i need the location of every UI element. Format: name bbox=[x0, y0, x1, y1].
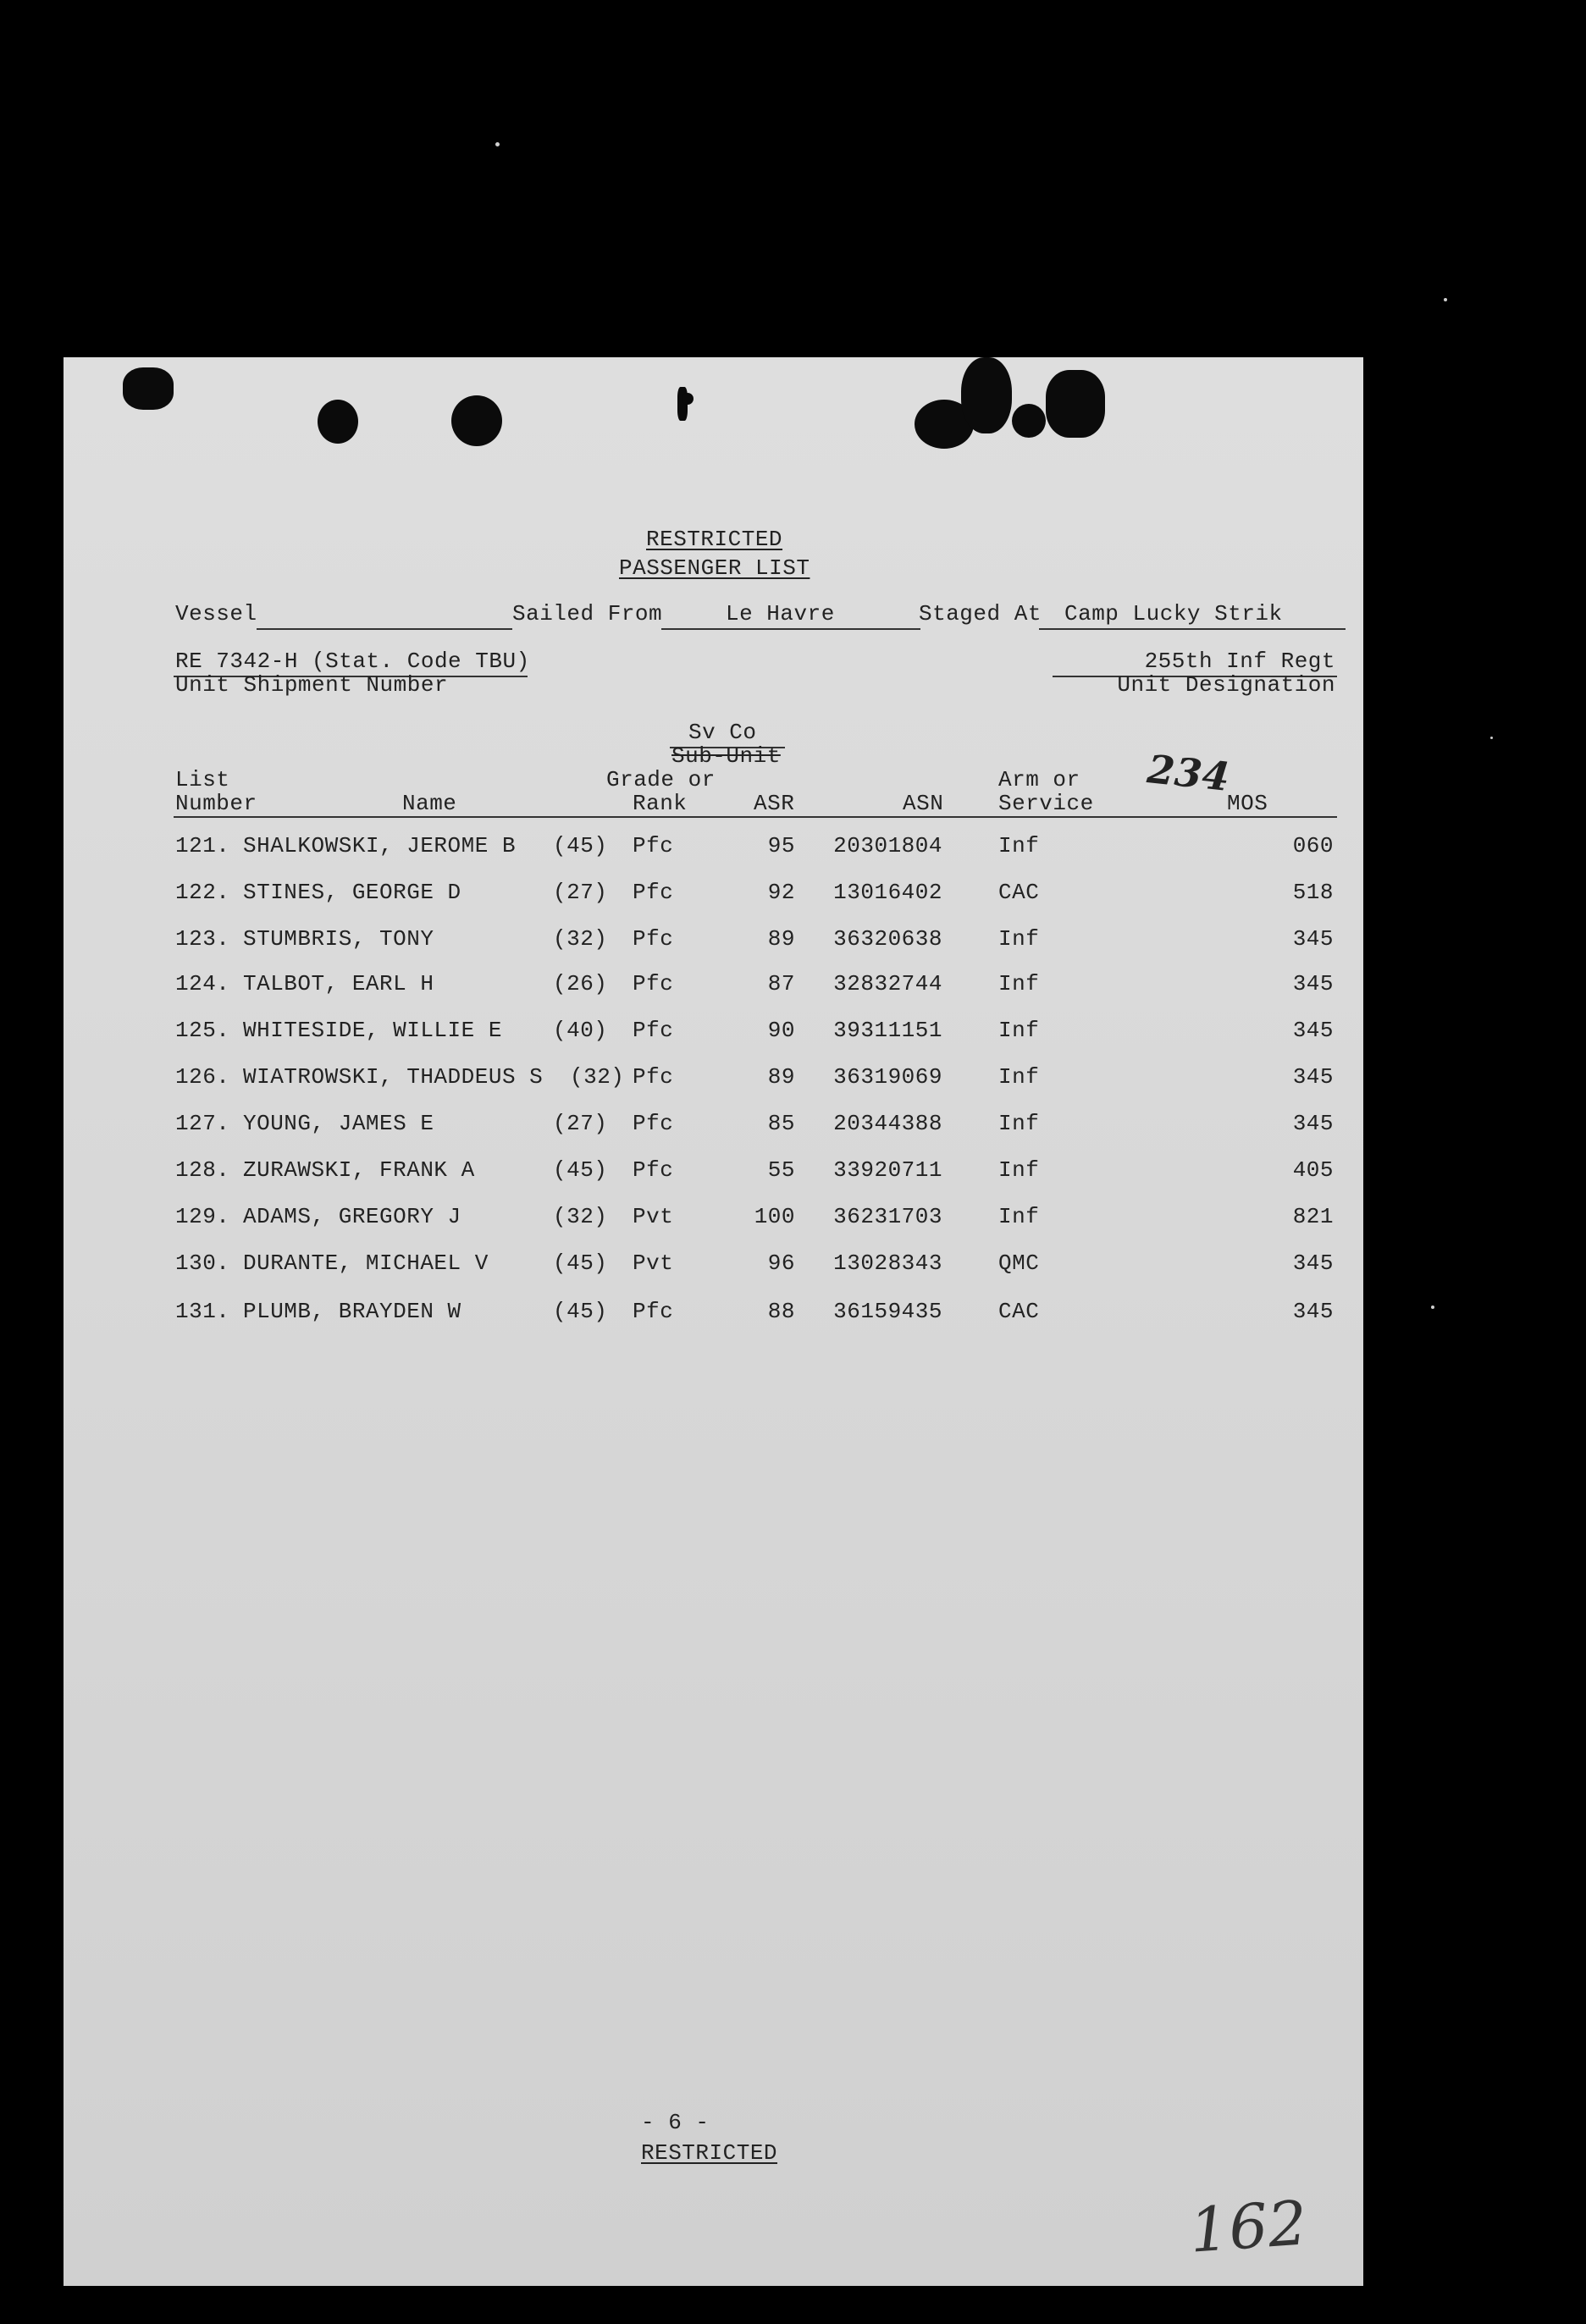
age: (45) bbox=[553, 1299, 608, 1324]
table-row bbox=[64, 1299, 1363, 1333]
rank: Pfc bbox=[633, 971, 674, 996]
vessel-label: Vessel bbox=[175, 601, 257, 627]
rank: Pfc bbox=[633, 1018, 674, 1043]
asn: 36231703 bbox=[833, 1204, 942, 1229]
table-row bbox=[64, 1111, 1363, 1145]
passenger-name: STUMBRIS, TONY bbox=[243, 926, 434, 952]
col-list-number-bottom: Number bbox=[175, 791, 257, 816]
rank: Pfc bbox=[633, 926, 674, 952]
col-grade-top: Grade or bbox=[606, 767, 716, 792]
passenger-name: PLUMB, BRAYDEN W bbox=[243, 1299, 461, 1324]
title-restricted: RESTRICTED bbox=[646, 527, 783, 552]
sub-unit-label: Sub-Unit bbox=[671, 743, 781, 769]
asn: 13028343 bbox=[833, 1250, 942, 1276]
footer-restricted: RESTRICTED bbox=[641, 2140, 778, 2166]
list-number: 121. bbox=[175, 833, 230, 858]
col-mos: MOS bbox=[1227, 791, 1268, 816]
list-number: 123. bbox=[175, 926, 230, 952]
age: (32) bbox=[553, 1204, 608, 1229]
sailed-from-value: Le Havre bbox=[726, 601, 835, 627]
mos: 345 bbox=[1292, 1250, 1334, 1276]
age: (45) bbox=[553, 1250, 608, 1276]
unit-designation-value: 255th Inf Regt bbox=[1144, 649, 1335, 674]
rank: Pfc bbox=[633, 880, 674, 905]
staged-at-label: Staged At bbox=[919, 601, 1042, 627]
col-arm-top: Arm or bbox=[998, 767, 1080, 792]
col-asn: ASN bbox=[903, 791, 944, 816]
title-passenger-list: PASSENGER LIST bbox=[619, 555, 810, 581]
arm-service: Inf bbox=[998, 971, 1040, 996]
film-speck bbox=[1431, 1306, 1434, 1309]
mos: 345 bbox=[1292, 971, 1334, 996]
passenger-name: YOUNG, JAMES E bbox=[243, 1111, 434, 1136]
sub-unit-value: Sv Co bbox=[688, 720, 757, 745]
mos: 060 bbox=[1292, 833, 1334, 858]
passenger-name: STINES, GEORGE D bbox=[243, 880, 461, 905]
table-row bbox=[64, 833, 1363, 867]
list-number: 130. bbox=[175, 1250, 230, 1276]
age: (45) bbox=[553, 833, 608, 858]
asn: 36319069 bbox=[833, 1064, 942, 1090]
list-number: 122. bbox=[175, 880, 230, 905]
table-row bbox=[64, 1250, 1363, 1284]
table-row bbox=[64, 926, 1363, 960]
table-row bbox=[64, 880, 1363, 914]
list-number: 128. bbox=[175, 1157, 230, 1183]
film-speck bbox=[1444, 298, 1447, 301]
arm-service: Inf bbox=[998, 1111, 1040, 1136]
table-row bbox=[64, 971, 1363, 1005]
unit-shipment-number-value: RE 7342-H (Stat. Code TBU) bbox=[175, 649, 530, 674]
passenger-name: DURANTE, MICHAEL V bbox=[243, 1250, 489, 1276]
table-row bbox=[64, 1064, 1363, 1098]
handwritten-number-234: 234 bbox=[1145, 746, 1233, 800]
table-row bbox=[64, 1018, 1363, 1052]
asr: 55 bbox=[767, 1157, 795, 1183]
asr: 92 bbox=[767, 880, 795, 905]
age: (32) bbox=[570, 1064, 625, 1090]
passenger-name: WHITESIDE, WILLIE E bbox=[243, 1018, 502, 1043]
age: (32) bbox=[553, 926, 608, 952]
unit-shipment-number-label: Unit Shipment Number bbox=[175, 672, 449, 698]
list-number: 131. bbox=[175, 1299, 230, 1324]
passenger-list-page bbox=[64, 357, 1363, 2286]
asr: 96 bbox=[767, 1250, 795, 1276]
film-speck bbox=[1490, 737, 1493, 739]
asn: 36320638 bbox=[833, 926, 942, 952]
age: (45) bbox=[553, 1157, 608, 1183]
passenger-name: TALBOT, EARL H bbox=[243, 971, 434, 996]
arm-service: QMC bbox=[998, 1250, 1040, 1276]
rank: Pfc bbox=[633, 1111, 674, 1136]
asr: 89 bbox=[767, 1064, 795, 1090]
arm-service: Inf bbox=[998, 926, 1040, 952]
passenger-name: ADAMS, GREGORY J bbox=[243, 1204, 461, 1229]
arm-service: CAC bbox=[998, 1299, 1040, 1324]
asr: 90 bbox=[767, 1018, 795, 1043]
col-name: Name bbox=[402, 791, 457, 816]
passenger-name: ZURAWSKI, FRANK A bbox=[243, 1157, 475, 1183]
list-number: 129. bbox=[175, 1204, 230, 1229]
asr: 89 bbox=[767, 926, 795, 952]
mos: 518 bbox=[1292, 880, 1334, 905]
arm-service: CAC bbox=[998, 880, 1040, 905]
arm-service: Inf bbox=[998, 1064, 1040, 1090]
arm-service: Inf bbox=[998, 833, 1040, 858]
mos: 405 bbox=[1292, 1157, 1334, 1183]
arm-service: Inf bbox=[998, 1204, 1040, 1229]
rank: Pfc bbox=[633, 1157, 674, 1183]
rank: Pfc bbox=[633, 1299, 674, 1324]
asn: 39311151 bbox=[833, 1018, 942, 1043]
passenger-table bbox=[64, 357, 1363, 2286]
list-number: 124. bbox=[175, 971, 230, 996]
arm-service: Inf bbox=[998, 1018, 1040, 1043]
passenger-name: WIATROWSKI, THADDEUS S bbox=[243, 1064, 544, 1090]
mos: 345 bbox=[1292, 1018, 1334, 1043]
rank: Pvt bbox=[633, 1250, 674, 1276]
asn: 33920711 bbox=[833, 1157, 942, 1183]
col-asr: ASR bbox=[754, 791, 795, 816]
staged-at-value: Camp Lucky Strik bbox=[1064, 601, 1283, 627]
list-number: 127. bbox=[175, 1111, 230, 1136]
rank: Pfc bbox=[633, 833, 674, 858]
age: (27) bbox=[553, 1111, 608, 1136]
col-grade-bottom: Rank bbox=[633, 791, 688, 816]
age: (40) bbox=[553, 1018, 608, 1043]
mos: 345 bbox=[1292, 1111, 1334, 1136]
asn: 20301804 bbox=[833, 833, 942, 858]
mos: 345 bbox=[1292, 1064, 1334, 1090]
mos: 821 bbox=[1292, 1204, 1334, 1229]
table-row bbox=[64, 1204, 1363, 1238]
asn: 13016402 bbox=[833, 880, 942, 905]
age: (26) bbox=[553, 971, 608, 996]
passenger-name: SHALKOWSKI, JEROME B bbox=[243, 833, 517, 858]
arm-service: Inf bbox=[998, 1157, 1040, 1183]
film-speck bbox=[495, 142, 500, 146]
list-number: 125. bbox=[175, 1018, 230, 1043]
asr: 100 bbox=[754, 1204, 795, 1229]
asn: 20344388 bbox=[833, 1111, 942, 1136]
col-arm-bottom: Service bbox=[998, 791, 1094, 816]
asn: 32832744 bbox=[833, 971, 942, 996]
rank: Pfc bbox=[633, 1064, 674, 1090]
asn: 36159435 bbox=[833, 1299, 942, 1324]
asr: 87 bbox=[767, 971, 795, 996]
unit-designation-label: Unit Designation bbox=[1117, 672, 1335, 698]
sailed-from-label: Sailed From bbox=[512, 601, 663, 627]
asr: 88 bbox=[767, 1299, 795, 1324]
asr: 85 bbox=[767, 1111, 795, 1136]
mos: 345 bbox=[1292, 1299, 1334, 1324]
age: (27) bbox=[553, 880, 608, 905]
table-row bbox=[64, 1157, 1363, 1191]
handwritten-page-number: 162 bbox=[1187, 2187, 1310, 2266]
rank: Pvt bbox=[633, 1204, 674, 1229]
page-number: - 6 - bbox=[641, 2110, 710, 2135]
mos: 345 bbox=[1292, 926, 1334, 952]
list-number: 126. bbox=[175, 1064, 230, 1090]
col-list-number-top: List bbox=[175, 767, 230, 792]
asr: 95 bbox=[767, 833, 795, 858]
